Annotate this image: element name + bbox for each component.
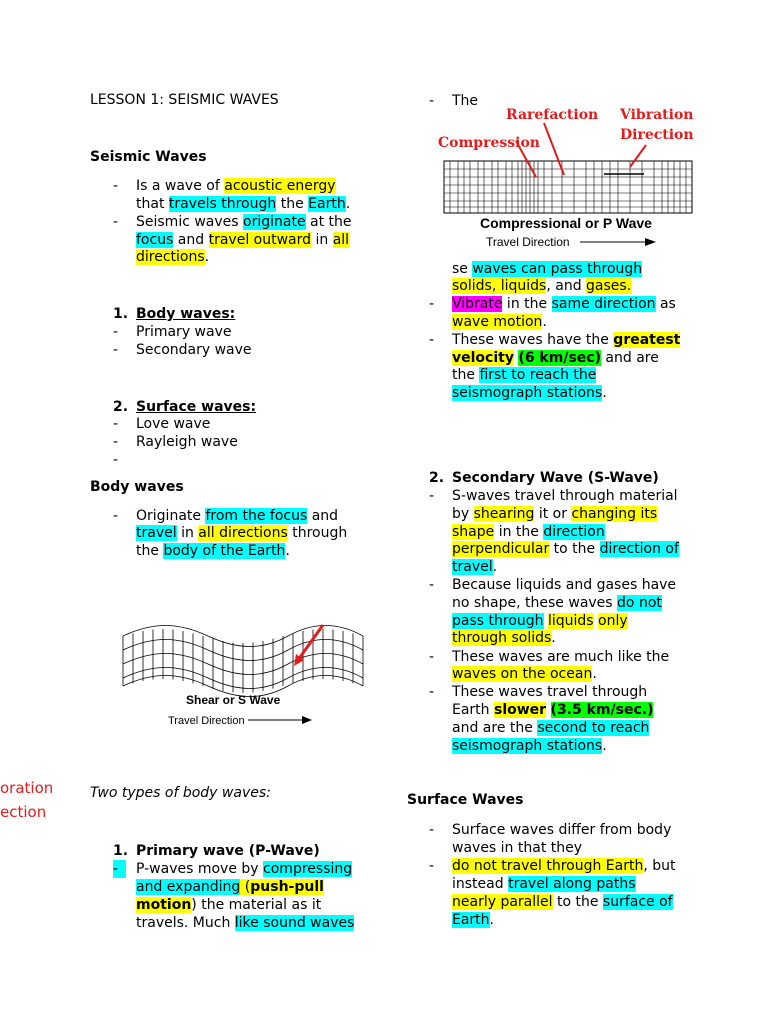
list-title: Primary wave (P-Wave)	[136, 843, 320, 859]
bullet-dash: -	[113, 178, 119, 194]
s-wave-title: Shear or S Wave	[186, 693, 281, 707]
bullet-dash: -	[429, 332, 435, 348]
text-line: by shearing it or changing its	[452, 506, 658, 522]
text-line: and are the second to reach	[452, 720, 650, 736]
list-item: Love wave	[136, 416, 211, 432]
text-line: the first to reach the	[452, 367, 597, 383]
body-waves-heading: Body waves	[90, 479, 184, 495]
list-title: Body waves:	[136, 306, 236, 322]
text-line: wave motion.	[452, 314, 547, 330]
list-number: 1.	[113, 306, 129, 322]
text-line: the body of the Earth.	[136, 543, 290, 559]
cut-off-label: ection	[0, 803, 47, 821]
bullet-dash: -	[113, 434, 119, 450]
text-line: se waves can pass through	[452, 261, 643, 277]
text-line: Earth.	[452, 912, 494, 928]
text-line: nearly parallel to the surface of	[452, 894, 673, 910]
bullet-dash: -	[113, 214, 119, 230]
bullet-dash: -	[429, 649, 435, 665]
text-line: Surface waves differ from body	[452, 822, 672, 838]
text-line: shape in the direction	[452, 524, 605, 540]
seismic-waves-heading: Seismic Waves	[90, 149, 207, 165]
text-line: Earth slower (3.5 km/sec.)	[452, 702, 654, 718]
red-arrow	[298, 625, 323, 660]
text-line: perpendicular to the direction of	[452, 541, 679, 557]
text-line: through solids.	[452, 630, 556, 646]
bullet-dash: -	[113, 508, 119, 524]
text-line: P-waves move by compressing	[136, 861, 353, 877]
text-line: do not travel through Earth, but	[452, 858, 676, 874]
text-line: directions.	[136, 249, 210, 265]
text-line: pass through liquids only	[452, 613, 628, 629]
two-types-caption: Two types of body waves:	[90, 785, 271, 801]
surface-waves-heading: Surface Waves	[407, 792, 524, 808]
text-line: travels. Much like sound waves	[136, 915, 355, 931]
text-line: instead travel along paths	[452, 876, 636, 892]
bullet-dash: -	[113, 324, 119, 340]
bullet-dash: -	[113, 416, 119, 432]
p-wave-diagram	[436, 103, 698, 255]
list-number: 1.	[113, 843, 129, 859]
text-line: These waves travel through	[452, 684, 648, 700]
bullet-dash: -	[429, 822, 435, 838]
text-line: no shape, these waves do not	[452, 595, 662, 611]
list-title: Secondary Wave (S-Wave)	[452, 470, 659, 486]
text-line: velocity (6 km/sec) and are	[452, 350, 659, 366]
s-travel-direction: Travel Direction	[168, 715, 245, 727]
bullet-dash: -	[429, 296, 435, 312]
text-line: waves on the ocean.	[452, 666, 597, 682]
text-line: Is a wave of acoustic energy	[136, 178, 336, 194]
compression-label: Compression	[438, 135, 540, 151]
text-line: motion) the material as it	[136, 897, 322, 913]
p-travel-direction: Travel Direction	[486, 235, 570, 249]
list-item: Primary wave	[136, 324, 232, 340]
text-line: S-waves travel through material	[452, 488, 678, 504]
text-line: waves in that they	[452, 840, 583, 856]
vibration-label: Vibration	[620, 107, 694, 123]
bullet-dash: -	[429, 684, 435, 700]
text-line: These waves are much like the	[452, 649, 670, 665]
text-line: focus and travel outward in all	[136, 232, 350, 248]
text-line: The	[452, 93, 479, 109]
lesson-title: LESSON 1: SEISMIC WAVES	[90, 92, 279, 108]
text-line: Vibrate in the same direction as	[452, 296, 676, 312]
bullet-dash: -	[429, 577, 435, 593]
bullet-dash: -	[429, 93, 435, 109]
bullet-dash: -	[429, 858, 435, 874]
list-item: Rayleigh wave	[136, 434, 238, 450]
direction-label: Direction	[620, 127, 694, 143]
bullet-dash: -	[113, 342, 119, 358]
text-line: travel in all directions through	[136, 525, 348, 541]
bullet-dash: -	[429, 488, 435, 504]
text-line: Because liquids and gases have	[452, 577, 677, 593]
list-number: 2.	[113, 399, 129, 415]
s-wave-diagram	[118, 620, 368, 730]
travel-arrow-head	[302, 716, 312, 724]
text-line: Seismic waves originate at the	[136, 214, 352, 230]
bullet-dash: -	[113, 860, 126, 878]
text-line: These waves have the greatest	[452, 332, 681, 348]
text-line: seismograph stations.	[452, 385, 607, 401]
cut-off-label: oration	[0, 779, 54, 797]
s-wave-grid	[123, 626, 363, 697]
text-line: and expanding (push-pull	[136, 879, 324, 895]
text-line: travel.	[452, 559, 498, 575]
text-line: that travels through the Earth.	[136, 196, 351, 212]
list-item: Secondary wave	[136, 342, 252, 358]
rarefaction-label: Rarefaction	[506, 107, 599, 123]
travel-arrow-head	[645, 238, 656, 246]
list-title: Surface waves:	[136, 399, 257, 415]
p-wave-title: Compressional or P Wave	[480, 215, 652, 231]
text-line: seismograph stations.	[452, 738, 607, 754]
text-line: Originate from the focus and	[136, 508, 339, 524]
text-line: solids, liquids, and gases.	[452, 278, 632, 294]
bullet-dash: -	[113, 452, 119, 468]
list-number: 2.	[429, 470, 445, 486]
